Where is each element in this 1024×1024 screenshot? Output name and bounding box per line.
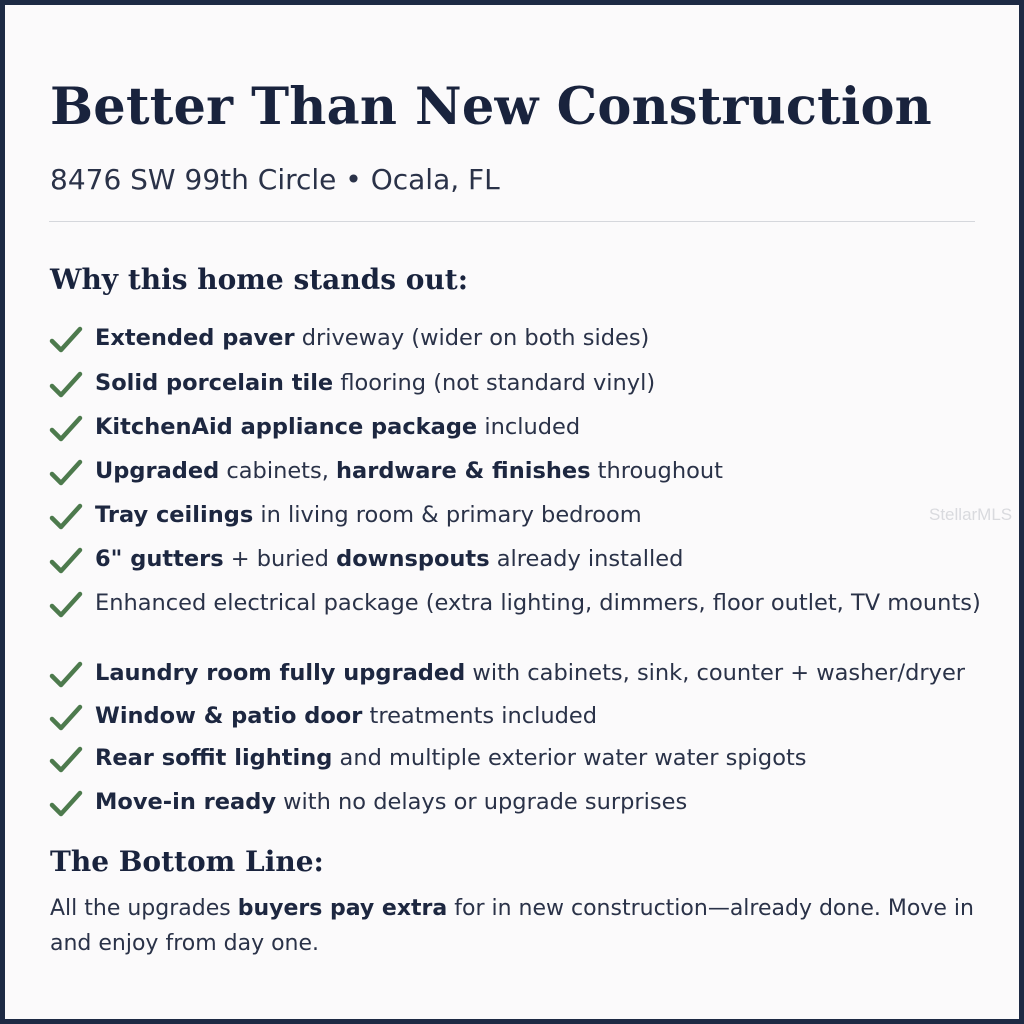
feature-highlight: KitchenAid appliance package (95, 414, 478, 440)
watermark: StellarMLS (929, 505, 1013, 524)
feature-highlight: Window & patio door (95, 703, 363, 729)
feature-detail: flooring (not standard vinyl) (333, 370, 656, 396)
feature-highlight: Rear soffit lighting (95, 745, 333, 771)
page-title: Better Than New Construction (50, 77, 932, 137)
property-address: 8476 SW 99th Circle • Ocala, FL (50, 163, 500, 196)
checkmark-icon (49, 704, 83, 732)
feature-highlight: Move-in ready (95, 789, 276, 815)
checkmark-icon (49, 326, 83, 354)
bottom-line-text-start: All the upgrades (50, 896, 238, 921)
feature-detail: throughout (590, 458, 723, 484)
feature-detail: treatments included (362, 703, 598, 729)
feature-detail: driveway (wider on both sides) (294, 325, 650, 351)
feature-highlight: Extended paver (95, 325, 295, 351)
checkmark-icon (49, 459, 83, 487)
feature-detail: in living room & primary bedroom (253, 502, 642, 528)
feature-highlight: Laundry room fully upgraded (95, 660, 466, 686)
bottom-line-heading: The Bottom Line: (50, 845, 324, 878)
feature-detail: included (477, 414, 581, 440)
checkmark-icon (49, 547, 83, 575)
feature-detail: already installed (489, 546, 684, 572)
checkmark-icon (49, 415, 83, 443)
checkmark-icon (49, 746, 83, 774)
feature-detail: + buried (223, 546, 337, 572)
feature-highlight: downspouts (336, 546, 490, 572)
bottom-line-highlight: buyers pay extra (237, 896, 448, 921)
feature-detail: cabinets, (219, 458, 337, 484)
checkmark-icon (49, 503, 83, 531)
feature-highlight: Solid porcelain tile (95, 370, 334, 396)
feature-highlight: hardware & finishes (336, 458, 591, 484)
bottom-line-text-end: for in new construction—already done. Move in and enjoy from day one. (50, 896, 974, 956)
bottom-line-text (50, 891, 1000, 961)
feature-highlight: 6" gutters (95, 546, 224, 572)
feature-detail: with no delays or upgrade surprises (276, 789, 688, 815)
feature-highlight: Tray ceilings (95, 502, 254, 528)
checkmark-icon (49, 790, 83, 818)
checkmark-icon (49, 371, 83, 399)
feature-detail: with cabinets, sink, counter + washer/dryer (465, 660, 966, 686)
feature-detail: and multiple exterior water water spigots (332, 745, 807, 771)
feature-detail: Enhanced electrical package (extra lighting, dimmers, floor outlet, TV mounts) (95, 590, 981, 616)
feature-highlight: Upgraded (95, 458, 220, 484)
flyer-card (5, 5, 1019, 1019)
checkmark-icon (49, 591, 83, 619)
divider (49, 221, 975, 222)
why-heading: Why this home stands out: (50, 263, 469, 296)
checkmark-icon (49, 661, 83, 689)
